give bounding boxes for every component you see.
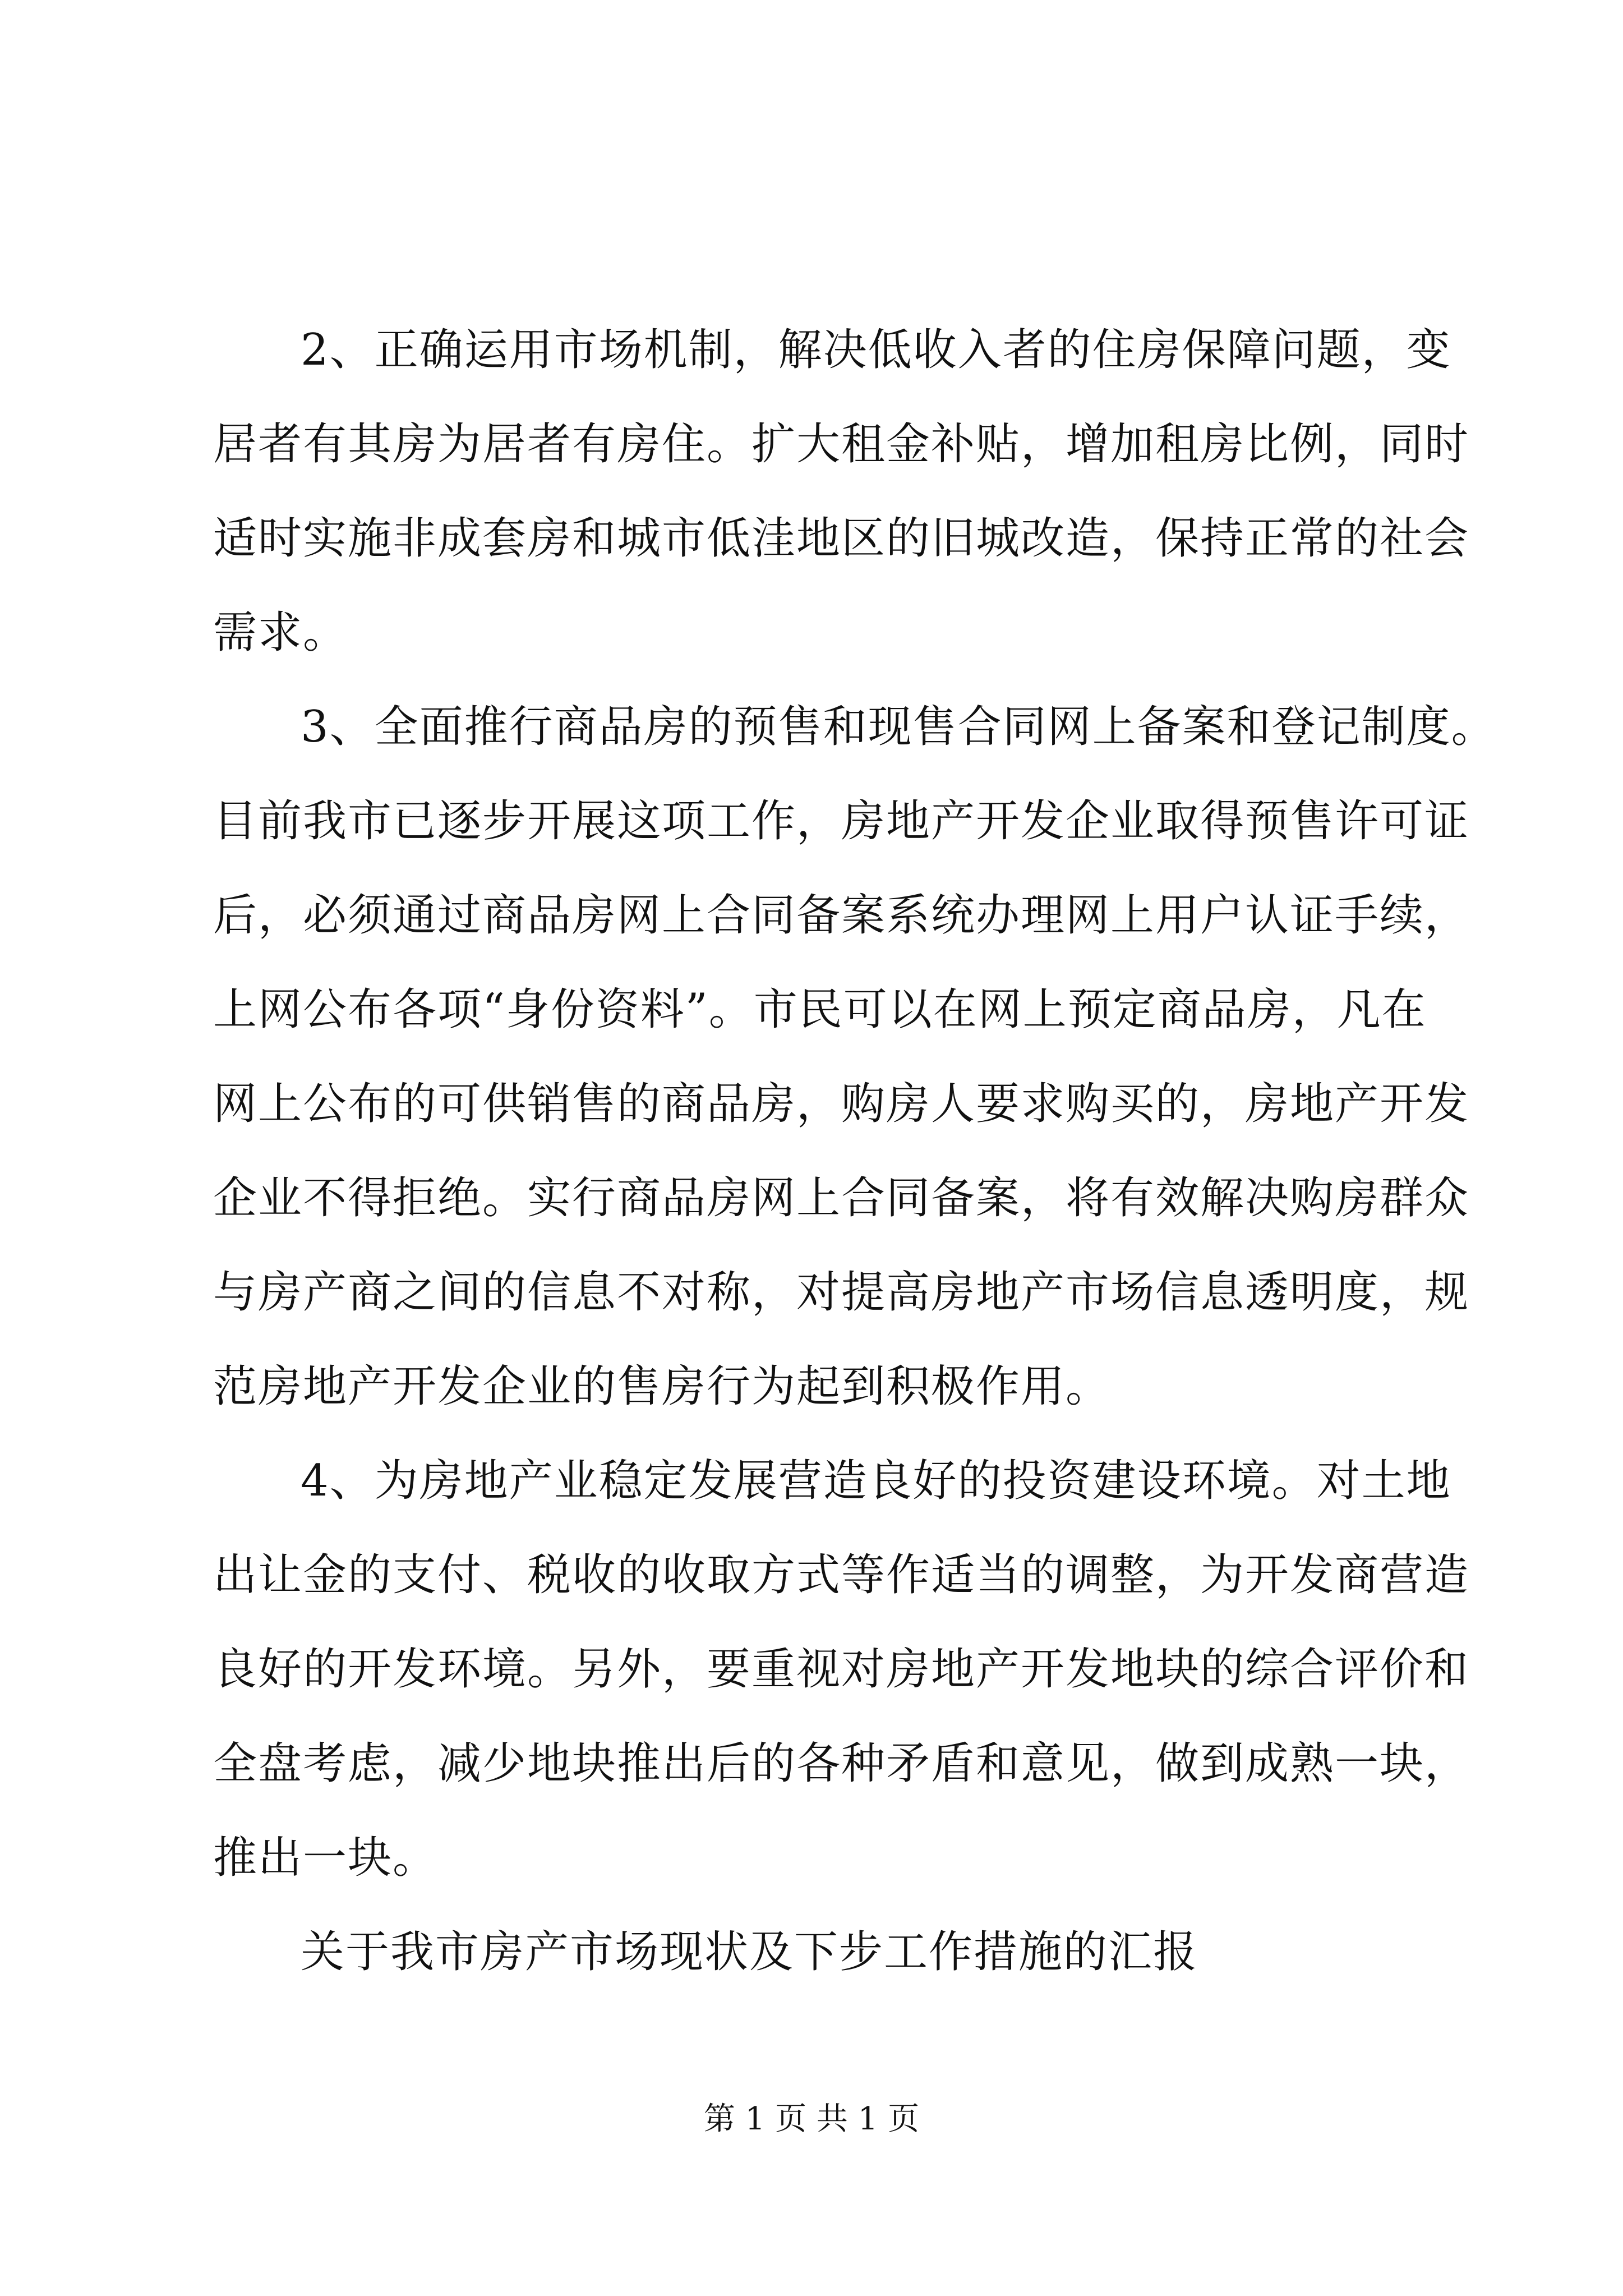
paragraph-4-line-3: 良好的开发环境。另外，要重视对房地产开发地块的综合评价和 xyxy=(213,1644,1470,1695)
paragraph-3-line-3: 后，必须通过商品房网上合同备案系统办理网上用户认证手续， xyxy=(213,890,1470,941)
page-number-footer: 第 1 页 共 1 页 xyxy=(703,2101,920,2137)
paragraph-3-line-4: 上网公布各项“身份资料”。市民可以在网上预定商品房，凡在 xyxy=(213,984,1427,1035)
paragraph-2-line-3: 适时实施非成套房和城市低洼地区的旧城改造，保持正常的社会 xyxy=(213,513,1470,564)
paragraph-3-line-2: 目前我市已逐步开展这项工作，房地产开发企业取得预售许可证 xyxy=(213,796,1470,846)
document-body xyxy=(213,303,1496,1999)
paragraph-4-line-4: 全盘考虑，减少地块推出后的各种矛盾和意见，做到成熟一块， xyxy=(213,1738,1470,1789)
paragraph-2-line-2: 居者有其房为居者有房住。扩大租金补贴，增加租房比例，同时 xyxy=(213,419,1470,470)
paragraph-2-line-1: 2、正确运用市场机制，解决低收入者的住房保障问题，变 xyxy=(301,325,1451,375)
report-title-line: 关于我市房产市场现状及下步工作措施的汇报 xyxy=(301,1927,1198,1977)
paragraph-3-line-7: 与房产商之间的信息不对称，对提高房地产市场信息透明度，规 xyxy=(213,1267,1470,1318)
paragraph-2-line-4: 需求。 xyxy=(213,608,348,658)
paragraph-4-line-2: 出让金的支付、税收的收取方式等作适当的调整，为开发商营造 xyxy=(213,1550,1470,1600)
paragraph-3-line-1: 3、全面推行商品房的预售和现售合同网上备案和登记制度。 xyxy=(301,702,1496,752)
paragraph-3-line-6: 企业不得拒绝。实行商品房网上合同备案，将有效解决购房群众 xyxy=(213,1173,1470,1223)
paragraph-4-line-5: 推出一块。 xyxy=(213,1833,438,1883)
paragraph-3-line-8: 范房地产开发企业的售房行为起到积极作用。 xyxy=(213,1361,1111,1412)
paragraph-3-line-5: 网上公布的可供销售的商品房，购房人要求购买的，房地产开发 xyxy=(213,1079,1470,1129)
paragraph-4-line-1: 4、为房地产业稳定发展营造良好的投资建设环境。对土地 xyxy=(301,1456,1451,1506)
